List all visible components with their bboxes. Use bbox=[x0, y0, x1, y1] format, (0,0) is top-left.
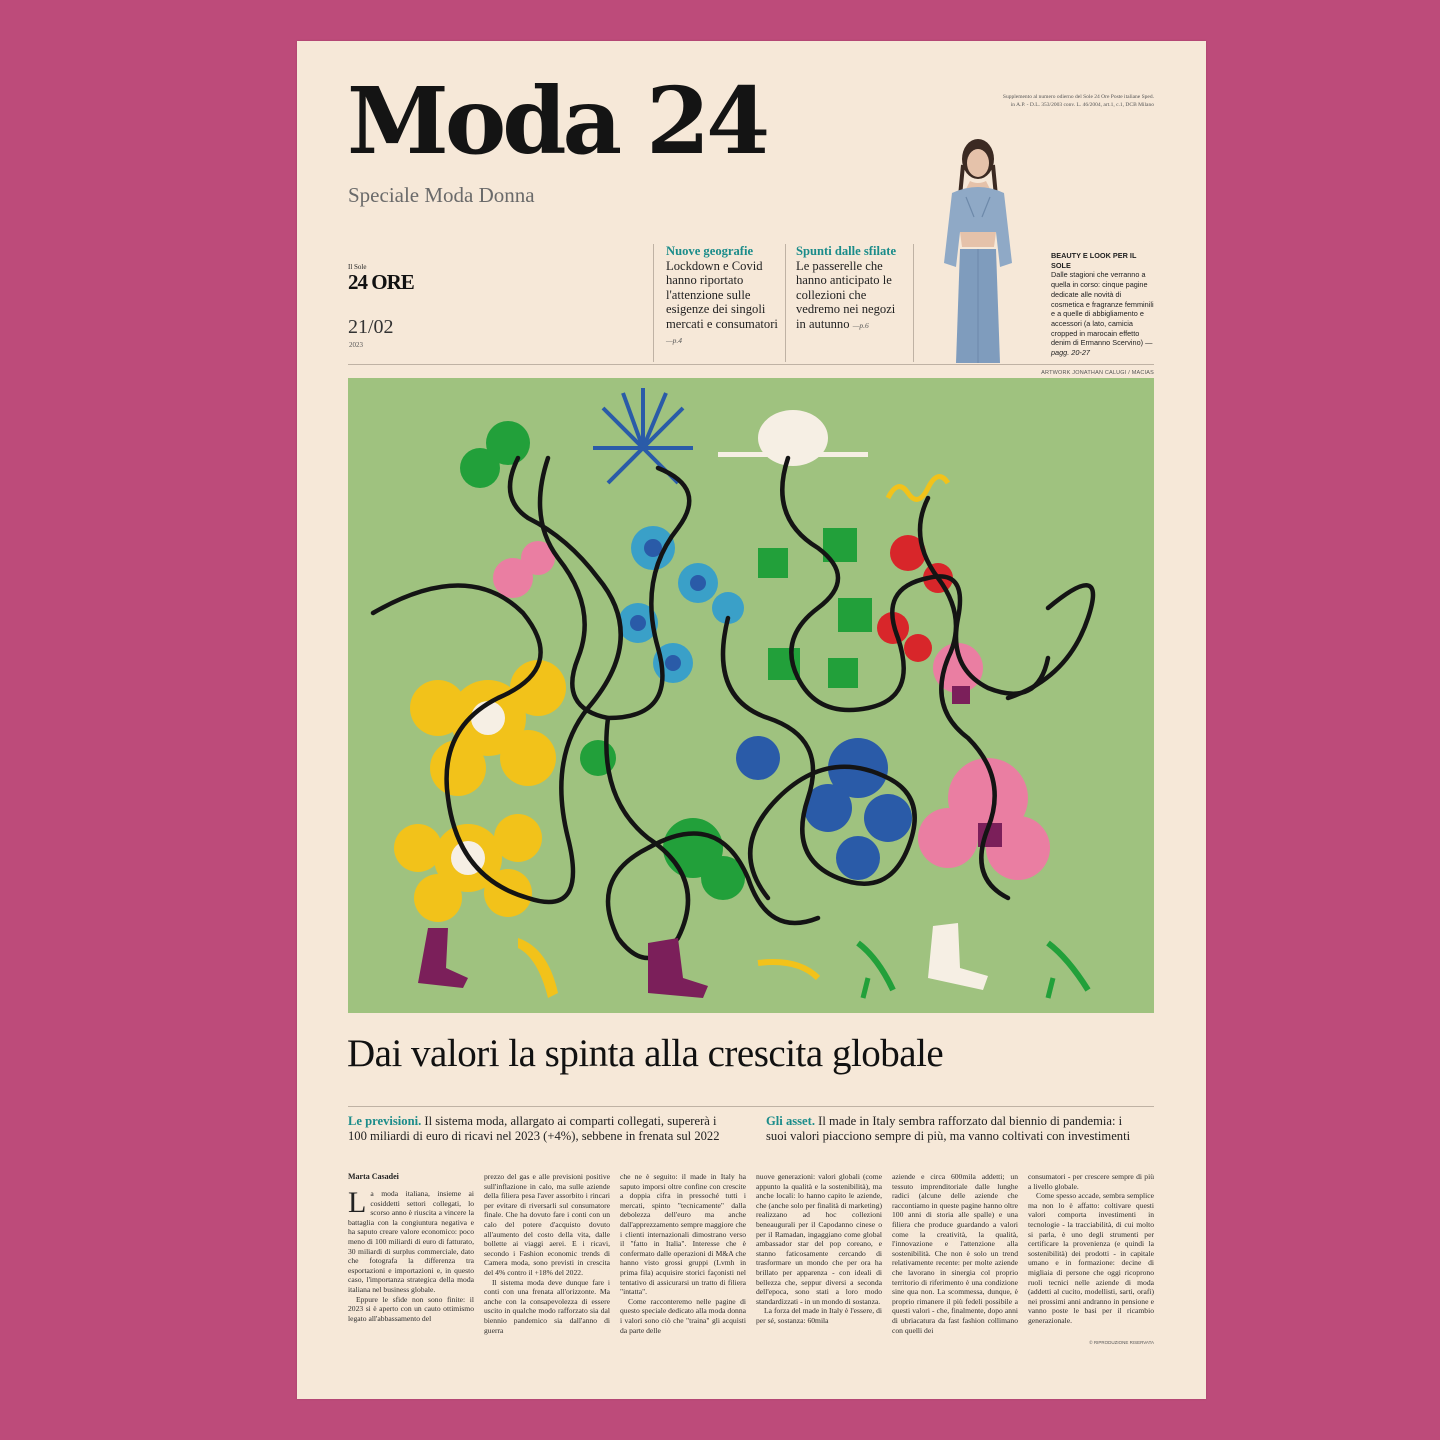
deck-kicker: Gli asset. bbox=[766, 1114, 815, 1128]
article-text: Come spesso accade, sembra semplice ma non lo è affatto: coltivare questi valori comporta investimenti in tecnologie - la tracciabilità, di cui molto si parla, è uno degli strumenti per certificare la provenienza (e quindi la sostenibilità) dei prodotti - in capitale umano e in formazione: decine di migliaia di persone che oggi ricoprono ruoli tecnici nelle aziende di moda (addetti al cucito, modellisti, sarti, orafi) nei prossimi anni andranno in pensione e vanno poste le basi per il ricambio generazionale. bbox=[1028, 1191, 1154, 1325]
divider bbox=[785, 244, 786, 362]
model-photo bbox=[930, 137, 1040, 363]
article-text: Come racconteremo nelle pagine di questo speciale dedicato alla moda donna i valori sono ciò che "traina" gli acquisti da parte delle bbox=[620, 1296, 746, 1335]
issue-year: 2023 bbox=[349, 341, 363, 349]
article-text: consumatori - per crescere sempre di più a livello globale. bbox=[1028, 1172, 1154, 1191]
teaser-page: —p.4 bbox=[666, 335, 683, 345]
beauty-teaser[interactable] bbox=[1051, 251, 1156, 358]
divider bbox=[913, 244, 914, 362]
teaser-spunti-sfilate[interactable] bbox=[796, 244, 908, 334]
deck-text: Il made in Italy sembra rafforzato dal biennio di pandemia: i suoi valori piacciono sempre di più, ma vanno coltivati con investimenti bbox=[766, 1114, 1131, 1143]
article-column-6 bbox=[1028, 1172, 1154, 1326]
article-column-5 bbox=[892, 1172, 1018, 1335]
deck-previsioni bbox=[348, 1114, 720, 1144]
issue-date: 21/02 bbox=[348, 316, 394, 338]
deck-kicker: Le previsioni. bbox=[348, 1114, 422, 1128]
teaser-text: Le passerelle che hanno anticipato le collezioni che vedremo nei negozi in autunno bbox=[796, 258, 896, 331]
deck-asset bbox=[766, 1114, 1138, 1144]
article-text: Il sistema moda deve dunque fare i conti con una frenata all'orizzonte. Ma anche con la consapevolezza di essere uscito in qualche modo rafforzato sia dal biennio pandemico sia dall'anno di guerra bbox=[484, 1277, 610, 1335]
cover-artwork bbox=[348, 378, 1154, 1013]
deck-text: Il sistema moda, allargato ai comparti collegati, supererà i 100 miliardi di euro di ricavi nel 2023 (+4%), sebbene in frenata sul 2022 bbox=[348, 1114, 720, 1143]
teaser-nuove-geografie[interactable] bbox=[666, 244, 778, 348]
article-text: aziende e circa 600mila addetti; un tessuto imprenditoriale dalle lunghe radici (alcune delle aziende che raccontiamo in queste pagine hanno oltre 100 anni di storia alle spalle) e una filiera che produce guardando a valori come la creatività, la qualità, l'innovazione e l'attenzione alla sostenibilità. Che non è solo un trend relativamente recente: per molte aziende che lavorano in sinergia col proprio territorio di riferimento è una condizione sine qua non. La scommessa, dunque, è proprio rimanere il più fedeli possibile a questi valori - che, finalmente, dopo anni di ubriacatura da fast fashion collimano con quelli dei bbox=[892, 1172, 1018, 1335]
article-text: La forza del made in Italy è l'essere, di per sé, sostanza: 60mila bbox=[756, 1306, 882, 1325]
article-column-3 bbox=[620, 1172, 746, 1335]
copyright: © RIPRODUZIONE RISERVATA bbox=[1089, 1340, 1154, 1345]
beauty-text: Dalle stagioni che verranno a quella in corso: cinque pagine dedicate alle novità di cosmetica e fragranze femminili e a quelle di abbigliamento e accessori (a lato, camicia cropped in marocain effetto denim di Ermanno Scervino) bbox=[1051, 270, 1154, 348]
article-column-1 bbox=[348, 1186, 474, 1323]
publisher-logo: 24 ORE bbox=[348, 270, 414, 294]
masthead-title: Moda 24 bbox=[347, 67, 767, 175]
artwork-credit: ARTWORK JONATHAN CALUGI / MACIAS bbox=[1041, 370, 1154, 376]
teaser-kicker: Spunti dalle sfilate bbox=[796, 244, 897, 258]
publisher-logo-small: Il Sole bbox=[348, 263, 367, 271]
teaser-page: —p.6 bbox=[852, 320, 869, 330]
rule bbox=[348, 1106, 1154, 1107]
article-column-2 bbox=[484, 1172, 610, 1335]
article-column-4 bbox=[756, 1172, 882, 1326]
newspaper-page bbox=[297, 41, 1206, 1399]
article-text: prezzo del gas e alle previsioni positive sull'inflazione in calo, ma sulle aziende della filiera pesa l'aver assorbito i rincari per evitare di riversarli sul consumatore finale. Che ha dovuto fare i conti con un calo del potere d'acquisto dovuto all'aumento del costo della vita, dalle bollette ai viaggi aerei. E i ricavi, secondo i Fashion economic trends di Camera moda, sono previsti in crescita del 4% contro il +18% del 2022. bbox=[484, 1172, 610, 1277]
masthead-subtitle: Speciale Moda Donna bbox=[348, 183, 535, 207]
article-text: a moda italiana, insieme ai cosiddetti settori collegati, lo scorso anno è riuscita a vincere la battaglia con la congiuntura negativa e ha saputo creare valore economico: poco meno di 100 miliardi di euro di fatturato, 30 miliardi di surplus commerciale, dato che fotografa la differenza tra esportazioni e importazioni e, in questo caso, l'importanza strategica della moda italiana nel business globale. bbox=[348, 1189, 474, 1294]
teaser-text: Lockdown e Covid hanno riportato l'attenzione sulle esigenze dei singoli mercati e consumatori bbox=[666, 258, 778, 331]
beauty-page: — pagg. 20-27 bbox=[1051, 338, 1153, 358]
article-text: Eppure le sfide non sono finite: il 2023 si è aperto con un cauto ottimismo legato all'abbassamento del bbox=[348, 1294, 474, 1323]
article-text: nuove generazioni: valori globali (come appunto la qualità e la sostenibilità), ma anche locali: lo hanno capito le aziende, che (anche solo per finalità di marketing) realizzano ad hoc collezioni beneaugurali per il Capodanno cinese o per il Ramadan, ingaggiano come global ambassador star del pop coreano, e stanno faticosamente cercando di trasformare un mondo che per ora ha brillato per apparenza - con ideali di bellezza che, seppur diversi a seconda dell'epoca, sono stati a loro modo standardizzati - in un mondo di sostanza. bbox=[756, 1172, 882, 1306]
rule bbox=[348, 364, 1154, 365]
dropcap: L bbox=[348, 1186, 367, 1219]
byline: Marta Casadei bbox=[348, 1172, 399, 1181]
beauty-kicker: BEAUTY E LOOK PER IL SOLE bbox=[1051, 251, 1137, 270]
main-headline: Dai valori la spinta alla crescita globale bbox=[347, 1032, 944, 1075]
teaser-kicker: Nuove geografie bbox=[666, 244, 754, 258]
divider bbox=[653, 244, 654, 362]
article-text: che ne è seguito: il made in Italy ha saputo imporsi oltre confine con crescite a doppia cifra in pressoché tutti i mercati, spinto "tecnicamente" dalla debolezza dell'euro ma anche dall'apprezzamento sempre maggiore che i clienti internazionali dimostrano verso il "fatto in Italia". Interesse che è confermato dalle operazioni di M&A che hanno visto grossi gruppi (Lvmh in prima fila) acquisire storici façonisti nel tentativo di assicurarsi un tratto di filiera "intatta". bbox=[620, 1172, 746, 1297]
legal-notice: Supplemento al numero odierno del Sole 24 Ore Poste italiane Sped. in A.P. - D.L. 353/2003 conv. L. 46/2004, art.1, c.1, DCB Milano bbox=[1002, 94, 1154, 108]
